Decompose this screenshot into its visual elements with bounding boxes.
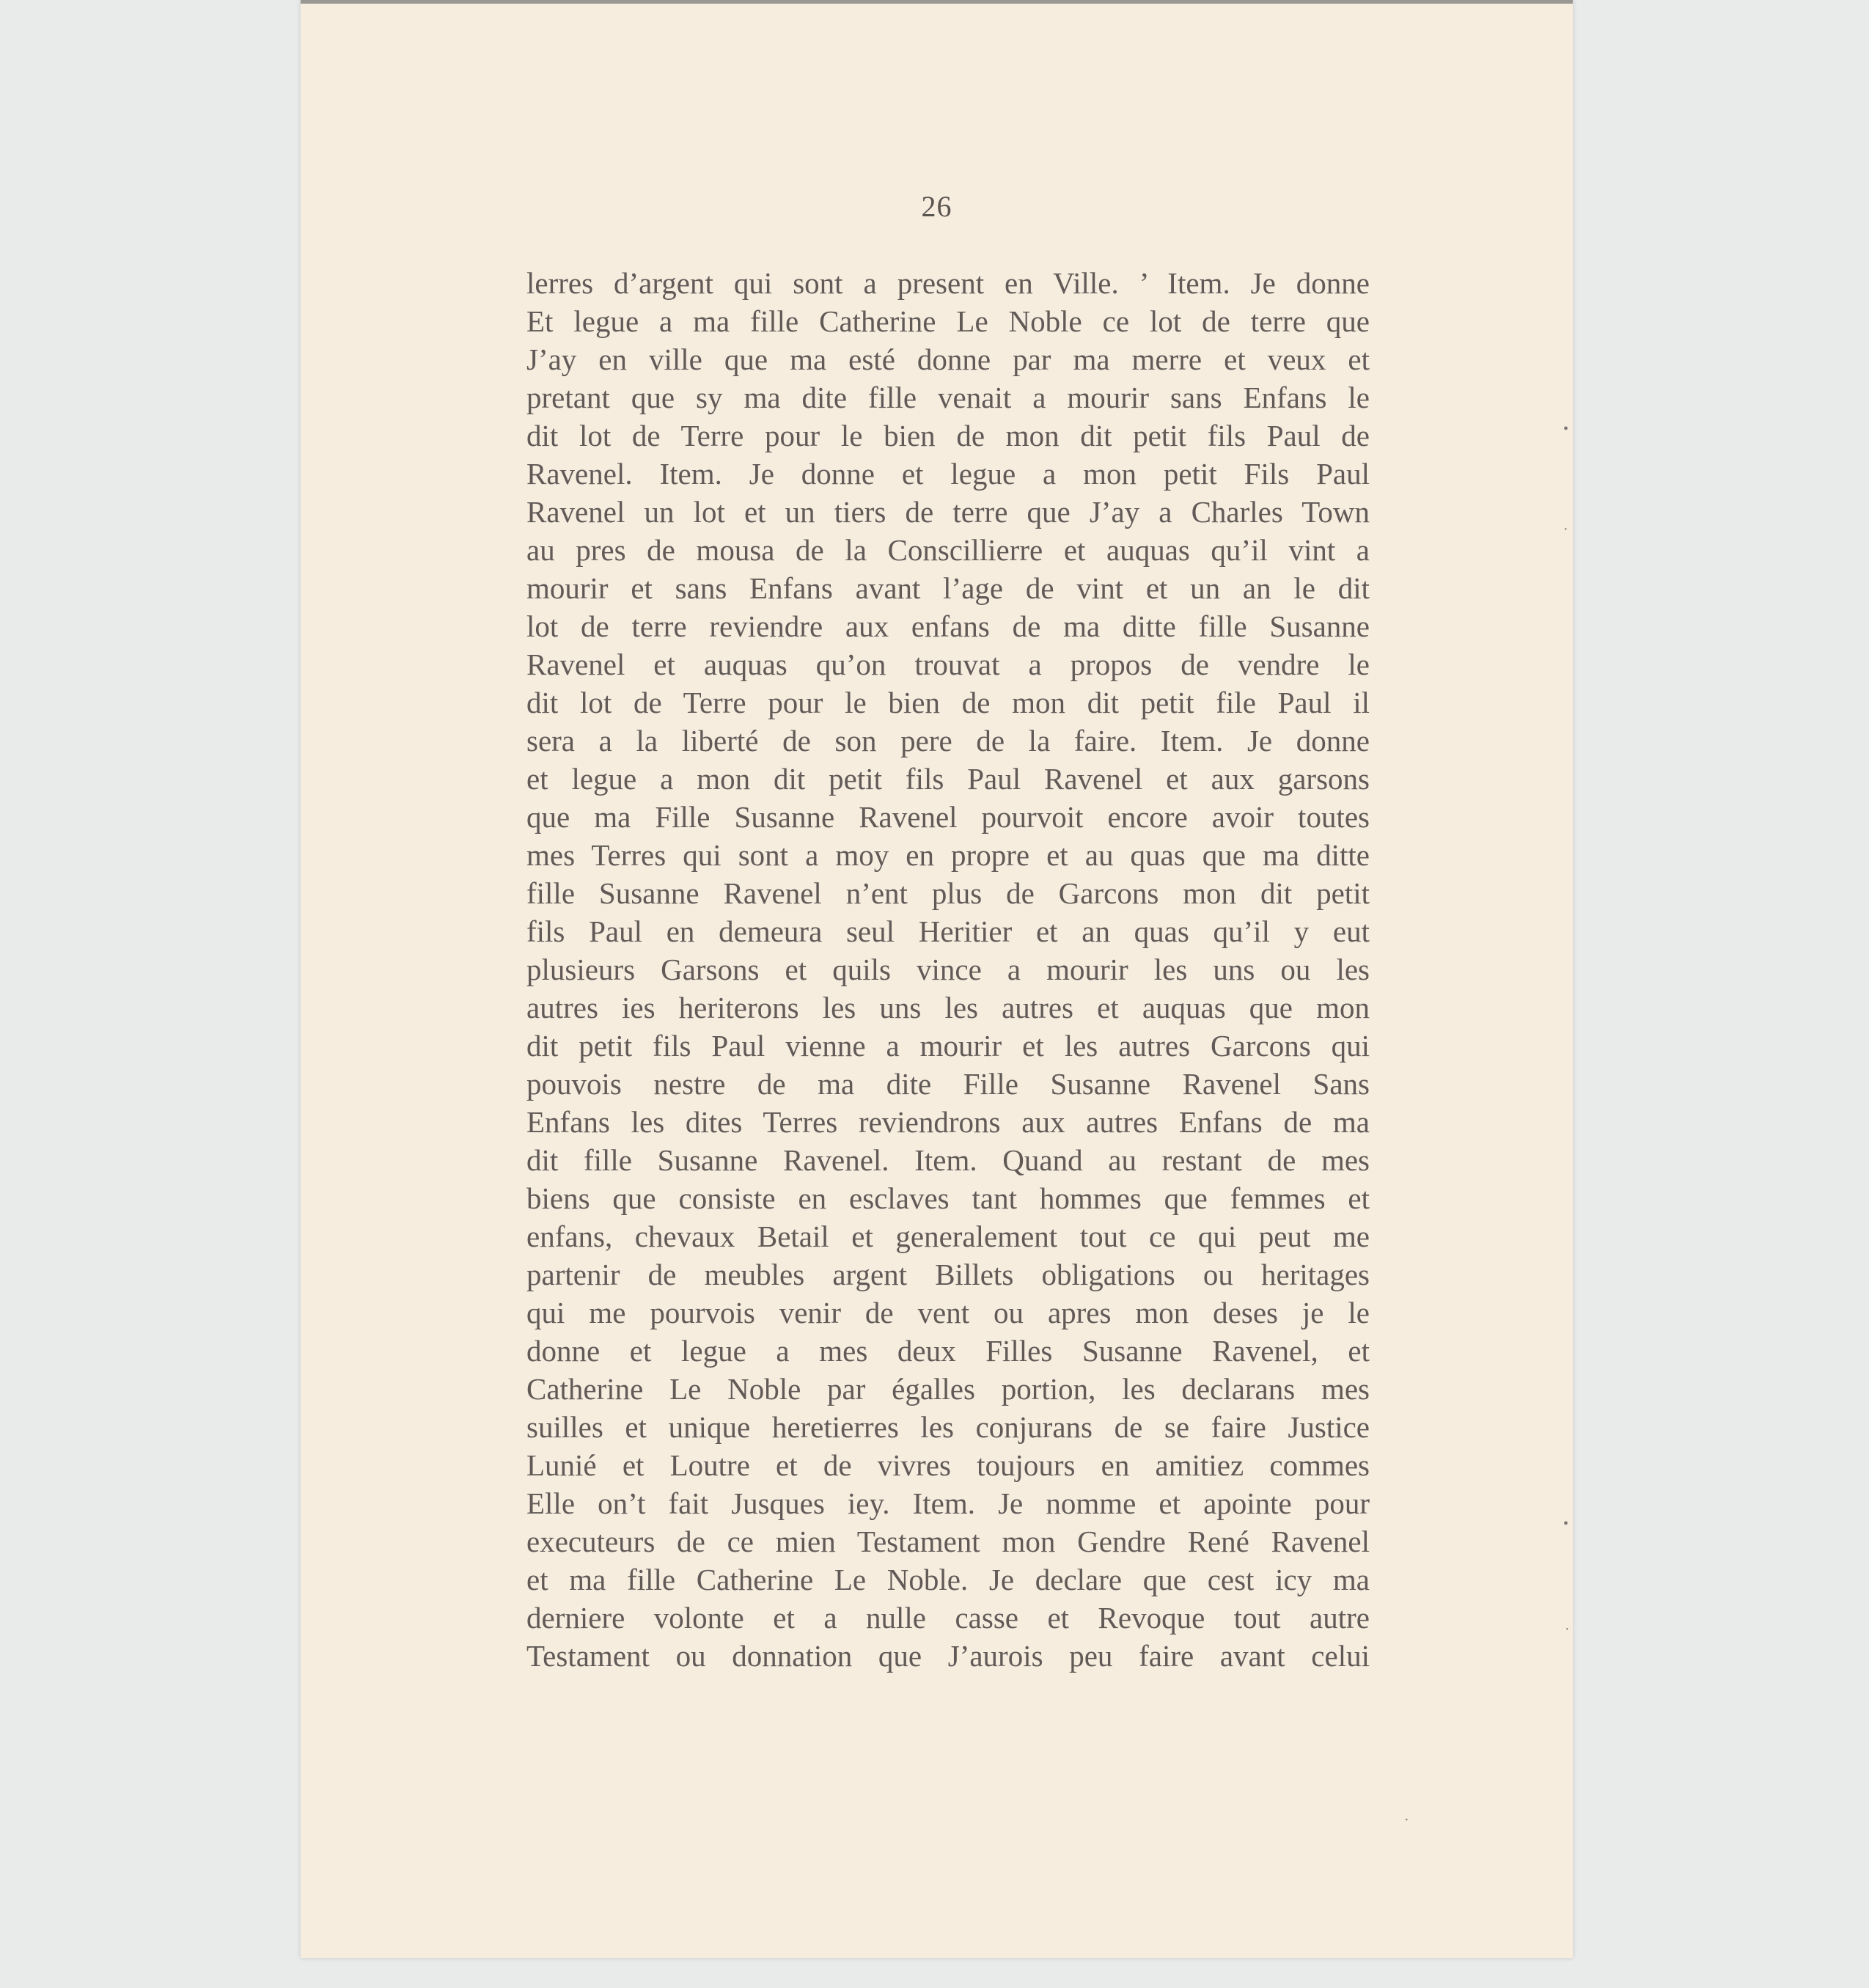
text-line: dit fille Susanne Ravenel. Item. Quand au restant de mes [526,1143,1370,1177]
text-line: mourir et sans Enfans avant l’age de vint et un an le dit [526,571,1370,605]
text-line: mes Terres qui sont a moy en propre et au quas que ma ditte [526,838,1370,872]
text-line: dit petit fils Paul vienne a mourir et les autres Garcons qui [526,1029,1370,1063]
text-line: Elle on’t fait Jusques iey. Item. Je nomme et apointe pour [526,1486,1370,1520]
text-line: Ravenel un lot et un tiers de terre que J’ay a Charles Town [526,495,1370,529]
page-top-edge [301,0,1573,4]
margin-speck: · [1563,521,1568,538]
text-line: dit lot de Terre pour le bien de mon dit petit file Paul il [526,686,1370,719]
text-line: au pres de mousa de la Conscillierre et auquas qu’il vint a [526,533,1370,567]
text-line: dit lot de Terre pour le bien de mon dit petit fils Paul de [526,419,1370,452]
text-line: lot de terre reviendre aux enfans de ma ditte fille Susanne [526,609,1370,643]
text-line: partenir de meubles argent Billets obligations ou heritages [526,1258,1370,1291]
text-line: suilles et unique heretierres les conjurans de se faire Justice [526,1410,1370,1444]
margin-speck: • [1563,421,1569,437]
text-line: que ma Fille Susanne Ravenel pourvoit encore avoir toutes [526,800,1370,834]
text-line: Ravenel. Item. Je donne et legue a mon petit Fils Paul [526,457,1370,491]
text-line: biens que consiste en esclaves tant hommes que femmes et [526,1181,1370,1215]
text-line: fille Susanne Ravenel n’ent plus de Garcons mon dit petit [526,876,1370,910]
text-line: autres ies heriterons les uns les autres et auquas que mon [526,991,1370,1024]
text-line: plusieurs Garsons et quils vince a mourir les uns ou les [526,953,1370,986]
text-line: derniere volonte et a nulle casse et Revoque tout autre [526,1601,1370,1635]
text-line: Lunié et Loutre et de vivres toujours en amitiez commes [526,1448,1370,1482]
page-number: 26 [921,190,952,223]
text-line: pouvois nestre de ma dite Fille Susanne Ravenel Sans [526,1067,1370,1101]
text-line: qui me pourvois venir de vent ou apres mon deses je le [526,1296,1370,1329]
text-line: donne et legue a mes deux Filles Susanne Ravenel, et [526,1334,1370,1368]
text-line: Catherine Le Noble par égalles portion, les declarans mes [526,1372,1370,1406]
body-text [526,264,1370,1675]
text-line: Testament ou donnation que J’aurois peu faire avant celui [526,1639,1370,1673]
text-line: Enfans les dites Terres reviendrons aux autres Enfans de ma [526,1105,1370,1139]
text-line: J’ay en ville que ma esté donne par ma merre et veux et [526,342,1370,376]
text-line: lerres d’argent qui sont a present en Ville. ’ Item. Je donne [526,266,1370,300]
margin-speck: • [1563,1516,1569,1532]
text-line: et legue a mon dit petit fils Paul Ravenel et aux garsons [526,762,1370,796]
text-line: sera a la liberté de son pere de la faire. Item. Je donne [526,724,1370,758]
text-line: Ravenel et auquas qu’on trouvat a propos de vendre le [526,648,1370,681]
text-line: pretant que sy ma dite fille venait a mourir sans Enfans le [526,381,1370,414]
margin-speck: · [1565,1621,1570,1637]
text-line: enfans, chevaux Betail et generalement tout ce qui peut me [526,1219,1370,1253]
text-line: fils Paul en demeura seul Heritier et an quas qu’il y eut [526,914,1370,948]
text-line: executeurs de ce mien Testament mon Gendre René Ravenel [526,1525,1370,1558]
margin-speck: · [1404,1812,1409,1828]
text-line: et ma fille Catherine Le Noble. Je declare que cest icy ma [526,1563,1370,1596]
text-line: Et legue a ma fille Catherine Le Noble ce lot de terre que [526,304,1370,338]
document-page [301,0,1573,1958]
